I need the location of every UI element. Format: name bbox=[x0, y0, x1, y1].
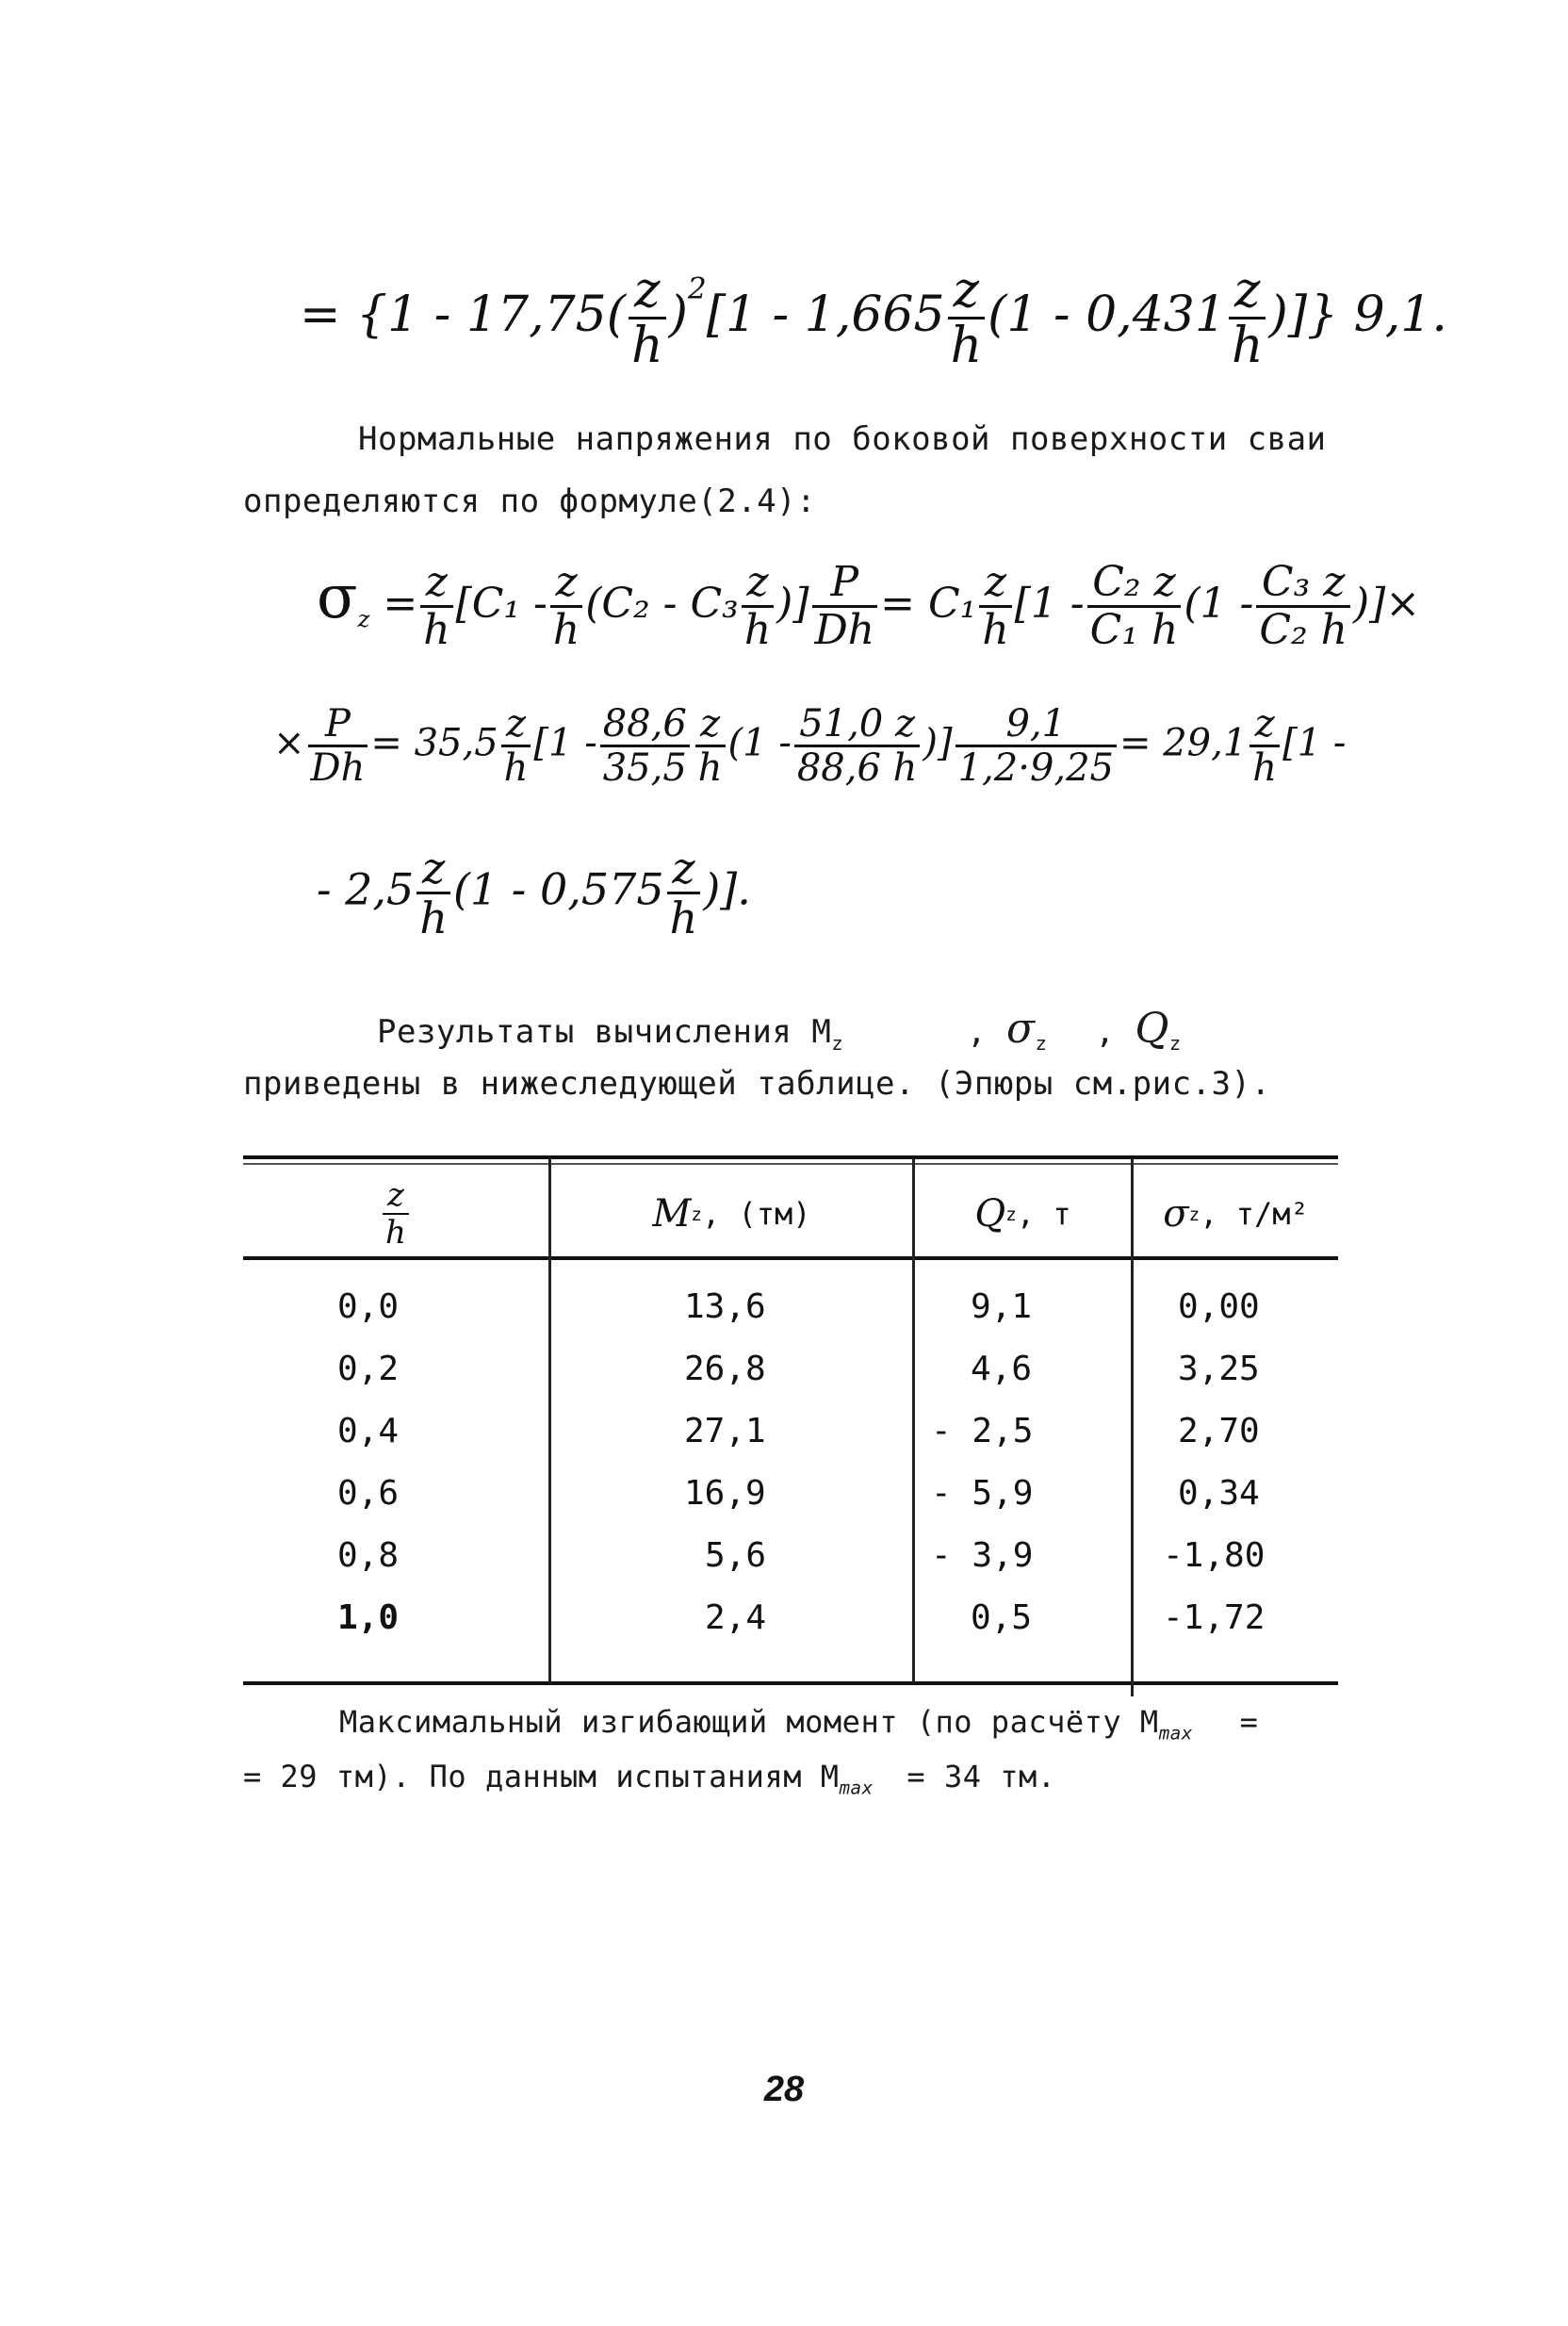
paragraph-normal-stress-line-1: Нормальные напряжения по боковой поверхности сваи bbox=[358, 420, 1327, 458]
fraction: $\frac{z}{h}$ bbox=[979, 562, 1011, 651]
fraction: $\frac{9,1}{1,2\cdot 9,25}$ bbox=[956, 705, 1117, 787]
table-row: 0,0 13,6 9,1 0,00 bbox=[337, 1286, 1260, 1326]
fraction: $\frac{z}{h}$ bbox=[948, 266, 986, 370]
formula-line-2: $\sigma_z$ = $\frac{z}{h}$ [C₁ - $\frac{z}{h}$ (C₂ - C₃ $\frac{z}{h}$ )] $\frac{P}{Dh}$ = C₁ $\frac{z}{h}$ [1 - $\frac{\text{C₂ z}}{\text{C₁ h}}$ (1 - $\frac{\text{C₃ z}}{\text{C₂ h}}$ )]× bbox=[317, 558, 1421, 654]
fraction: $\frac{z}{h}$ bbox=[1250, 705, 1280, 787]
fraction: $\frac{P}{Dh}$ bbox=[308, 705, 368, 787]
formula-line-4: - 2,5 $\frac{z}{h}$ (1 - 0,575 $\frac{z}{h}$ )]. bbox=[317, 843, 751, 943]
fraction: $\frac{z}{h}$ bbox=[695, 705, 726, 787]
paragraph-normal-stress-line-2: определяются по формуле(2.4): bbox=[243, 483, 817, 520]
table-row: 0,6 16,9 - 5,9 0,34 bbox=[337, 1473, 1260, 1513]
fraction: $\frac{P}{Dh}$ bbox=[812, 562, 878, 651]
paragraph-max-moment-line-1: Максимальный изгибающий момент (по расчёту $M_{max}$ = bbox=[339, 1704, 1259, 1744]
table-row: 1,0 2,4 0,5 -1,72 bbox=[337, 1597, 1266, 1637]
formula-line-3: × $\frac{P}{Dh}$ = 35,5 $\frac{z}{h}$ [1 - $\frac{88,6}{35,5}$ $\frac{z}{h}$ (1 - $\frac{51,0 z}{88,6 h}$ )] $\frac{9,1}{1,2\cdot 9,25}$ = 29,1 $\frac{z}{h}$ [1 - bbox=[273, 702, 1347, 790]
table-header-shear: Q z , т bbox=[974, 1192, 1071, 1236]
page-number: 28 bbox=[763, 2070, 805, 2109]
table-header-rule bbox=[243, 1256, 1338, 1260]
table-row: 0,2 26,8 4,6 3,25 bbox=[337, 1349, 1260, 1388]
fraction: $\frac{z}{h}$ bbox=[420, 562, 452, 651]
fraction: $\frac{z}{h}$ bbox=[501, 705, 531, 787]
formula-line-1: = {1 - 17,75( $\frac{z}{h}$ )$^2$[1 - 1,665 $\frac{z}{h}$ (1 - 0,431 $\frac{z}{h}$ )]} 9,1. bbox=[300, 262, 1447, 374]
table-row: 0,8 5,6 - 3,9 -1,80 bbox=[337, 1535, 1266, 1575]
table-row: 0,4 27,1 - 2,5 2,70 bbox=[337, 1411, 1260, 1450]
paragraph-results-line-1: Результаты вычисления $M_z$ , $\sigma_z$ , $Q_z$ bbox=[377, 1005, 1182, 1055]
table-top-rule bbox=[243, 1155, 1338, 1159]
fraction: $\frac{51,0 z}{88,6 h}$ bbox=[794, 705, 921, 787]
fraction: $\frac{\text{C₃ z}}{\text{C₂ h}}$ bbox=[1256, 562, 1350, 651]
paragraph-max-moment-line-2: = 29 тм). По данным испытаниям $M_{max} = 34$ тм. bbox=[243, 1759, 1056, 1799]
fraction: $\frac{88,6}{35,5}$ bbox=[600, 705, 690, 787]
paragraph-results-line-2: приведены в нижеследующей таблице. (Эпюры см.рис.3). bbox=[243, 1065, 1271, 1103]
table-top-rule-thin bbox=[243, 1163, 1338, 1165]
fraction: $\frac{z}{h}$ bbox=[1229, 266, 1266, 370]
table-header-moment: M z , (тм) bbox=[652, 1192, 811, 1236]
fraction: $\frac{\text{C₂ z}}{\text{C₁ h}}$ bbox=[1087, 562, 1182, 651]
fraction: $\frac{z}{h}$ bbox=[550, 562, 582, 651]
table-header-stress: σ z , т/м² bbox=[1163, 1192, 1309, 1236]
table-header-z-over-h: $\frac{z}{h}$ bbox=[243, 1176, 548, 1252]
fraction: $\frac{z}{h}$ bbox=[629, 266, 666, 370]
fraction: $\frac{z}{h}$ bbox=[742, 562, 774, 651]
fraction: $\frac{z}{h}$ bbox=[416, 846, 450, 940]
fraction: $\frac{z}{h}$ bbox=[667, 846, 701, 940]
table-bottom-rule bbox=[243, 1681, 1338, 1685]
